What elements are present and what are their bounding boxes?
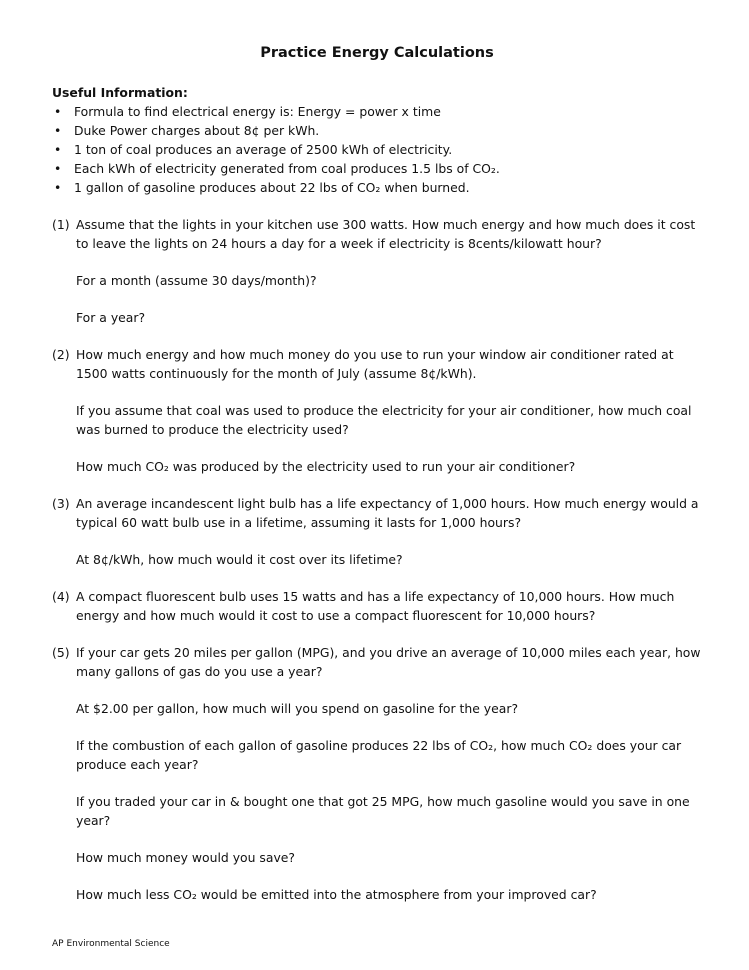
question-text: How much energy and how much money do you use to run your window air conditioner rated at 1500 watts continuously for the month of July (assume 8¢/kWh).	[76, 347, 674, 381]
followup-question: For a month (assume 30 days/month)?	[76, 273, 317, 288]
question-number: (4)	[52, 589, 70, 604]
question-number: (3)	[52, 496, 70, 511]
useful-information-list	[52, 102, 702, 197]
info-item	[52, 121, 702, 140]
question-number: (1)	[52, 217, 70, 232]
bullet-icon: •	[54, 180, 62, 195]
question-number: (2)	[52, 347, 70, 362]
followup-question: How much CO₂ was produced by the electricity used to run your air conditioner?	[76, 459, 576, 474]
question-4	[52, 587, 702, 625]
question-text: An average incandescent light bulb has a life expectancy of 1,000 hours. How much energy would a typical 60 watt bulb use in a lifetime, assuming it lasts for 1,000 hours?	[76, 496, 699, 530]
info-item	[52, 178, 702, 197]
page-title: Practice Energy Calculations	[260, 45, 494, 61]
bullet-icon: •	[54, 123, 62, 138]
info-item-text: Duke Power charges about 8¢ per kWh.	[74, 123, 320, 138]
worksheet-page	[52, 44, 702, 904]
followup-question: How much money would you save?	[76, 850, 295, 865]
question-5	[52, 643, 702, 904]
followup-question: How much less CO₂ would be emitted into the atmosphere from your improved car?	[76, 887, 597, 902]
info-item	[52, 140, 702, 159]
bullet-icon: •	[54, 142, 62, 157]
useful-information-section	[52, 83, 702, 197]
bullet-icon: •	[54, 161, 62, 176]
question-number: (5)	[52, 645, 70, 660]
info-item-text: Formula to find electrical energy is: Energy = power x time	[74, 104, 441, 119]
info-item-text: Each kWh of electricity generated from coal produces 1.5 lbs of CO₂.	[74, 161, 500, 176]
followup-question: If you assume that coal was used to produce the electricity for your air conditioner, how much coal was burned to produce the electricity used?	[76, 403, 692, 437]
question-1	[52, 215, 702, 327]
info-item	[52, 159, 702, 178]
info-item-text: 1 gallon of gasoline produces about 22 lbs of CO₂ when burned.	[74, 180, 470, 195]
followup-question: For a year?	[76, 310, 146, 325]
question-text: A compact fluorescent bulb uses 15 watts and has a life expectancy of 10,000 hours. How much energy and how much would it cost to use a compact fluorescent for 10,000 hours?	[76, 589, 675, 623]
followup-question: At $2.00 per gallon, how much will you spend on gasoline for the year?	[76, 701, 519, 716]
followup-question: At 8¢/kWh, how much would it cost over its lifetime?	[76, 552, 403, 567]
question-text: Assume that the lights in your kitchen use 300 watts. How much energy and how much does it cost to leave the lights on 24 hours a day for a week if electricity is 8cents/kilowatt hour?	[76, 217, 696, 251]
page-footer: AP Environmental Science	[52, 939, 170, 949]
bullet-icon: •	[54, 104, 62, 119]
question-text: If your car gets 20 miles per gallon (MPG), and you drive an average of 10,000 miles each year, how many gallons of gas do you use a year?	[76, 645, 701, 679]
info-item-text: 1 ton of coal produces an average of 2500 kWh of electricity.	[74, 142, 453, 157]
question-3	[52, 494, 702, 569]
followup-question: If you traded your car in & bought one that got 25 MPG, how much gasoline would you save in one year?	[76, 794, 690, 828]
info-item	[52, 102, 702, 121]
useful-information-heading: Useful Information:	[52, 85, 188, 100]
followup-question: If the combustion of each gallon of gasoline produces 22 lbs of CO₂, how much CO₂ does your car produce each year?	[76, 738, 682, 772]
question-2	[52, 345, 702, 476]
